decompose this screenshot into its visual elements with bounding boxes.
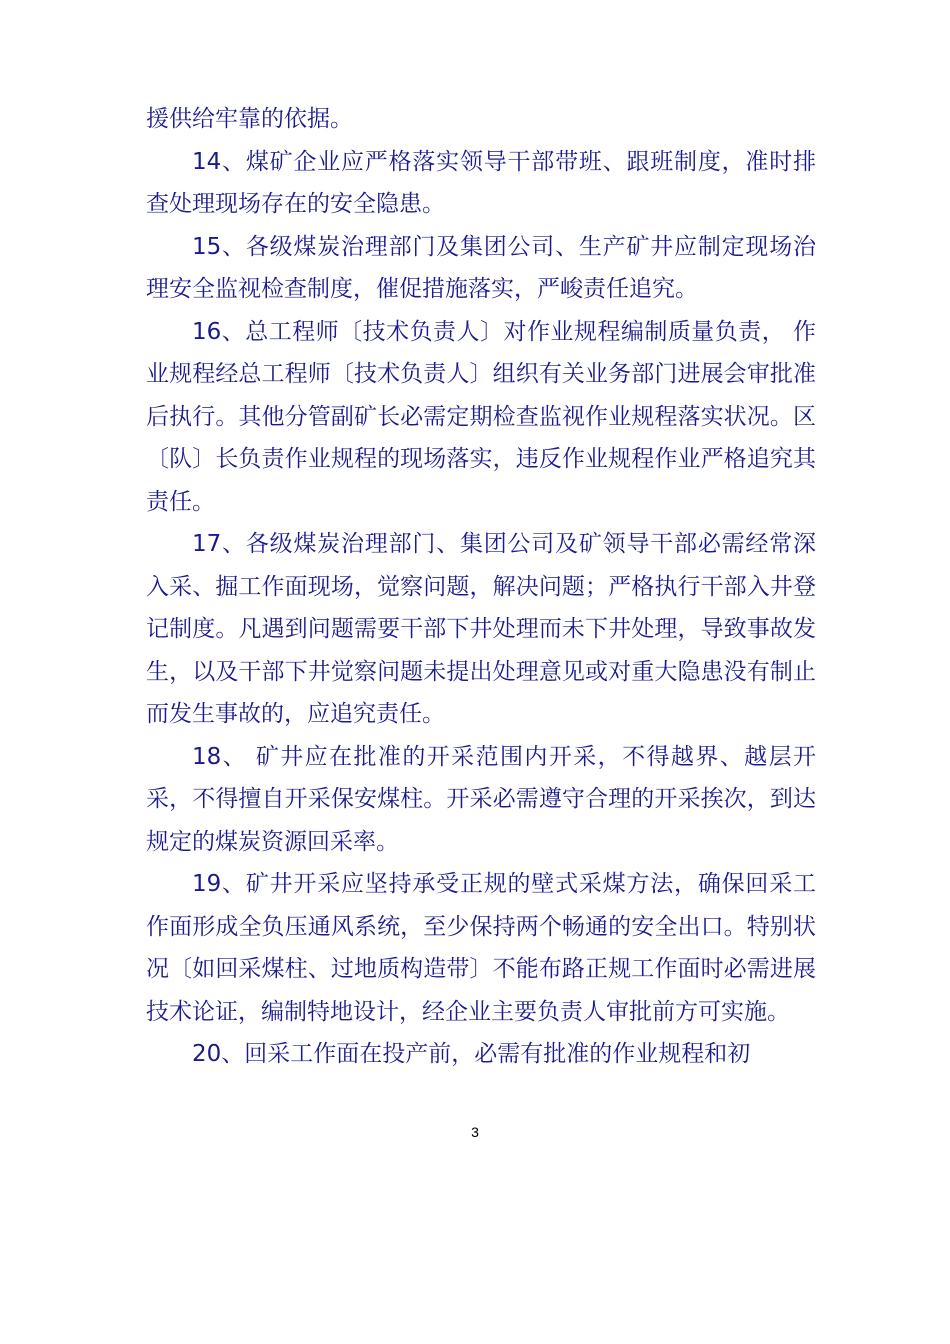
paragraph-continuation: 援供给牢靠的依据。 bbox=[146, 106, 353, 132]
paragraph-20: 20、回采工作面在投产前，必需有批准的作业规程和初 bbox=[192, 1041, 751, 1067]
paragraph-14: 14、煤矿企业应严格落实领导干部带班、跟班制度，准时排查处理现场存在的安全隐患。 bbox=[146, 148, 816, 217]
paragraph-15: 15、各级煤炭治理部门及集团公司、生产矿井应制定现场治理安全监视检查制度，催促措施落实，严峻责任追究。 bbox=[146, 233, 816, 302]
page-number: 3 bbox=[471, 1124, 479, 1140]
document-body bbox=[146, 98, 816, 1076]
paragraph-18: 18、 矿井应在批准的开采范围内开采，不得越界、越层开采，不得擅自开采保安煤柱。开采必需遵守合理的开采挨次，到达规定的煤炭资源回采率。 bbox=[146, 743, 816, 855]
paragraph-17: 17、各级煤炭治理部门、集团公司及矿领导干部必需经常深入采、掘工作面现场，觉察问题，解决问题；严格执行干部入井登记制度。凡遇到问题需要干部下井处理而未下井处理，导致事故发生，以及干部下井觉察问题未提出处理意见或对重大隐患没有制止而发生事故的，应追究责任。 bbox=[146, 531, 816, 727]
paragraph-16: 16、总工程师〔技术负责人〕对作业规程编制质量负责， 作业规程经总工程师〔技术负责人〕组织有关业务部门进展会审批准后执行。其他分管副矿长必需定期检查监视作业规程落实状况。区〔队〕长负责作业规程的现场落实，违反作业规程作业严格追究其责任。 bbox=[146, 318, 816, 515]
paragraph-19: 19、矿井开采应坚持承受正规的壁式采煤方法，确保回采工作面形成全负压通风系统，至少保持两个畅通的安全出口。特别状况〔如回采煤柱、过地质构造带〕不能布路正规工作面时必需进展技术论证，编制特地设计，经企业主要负责人审批前方可实施。 bbox=[146, 871, 816, 1025]
